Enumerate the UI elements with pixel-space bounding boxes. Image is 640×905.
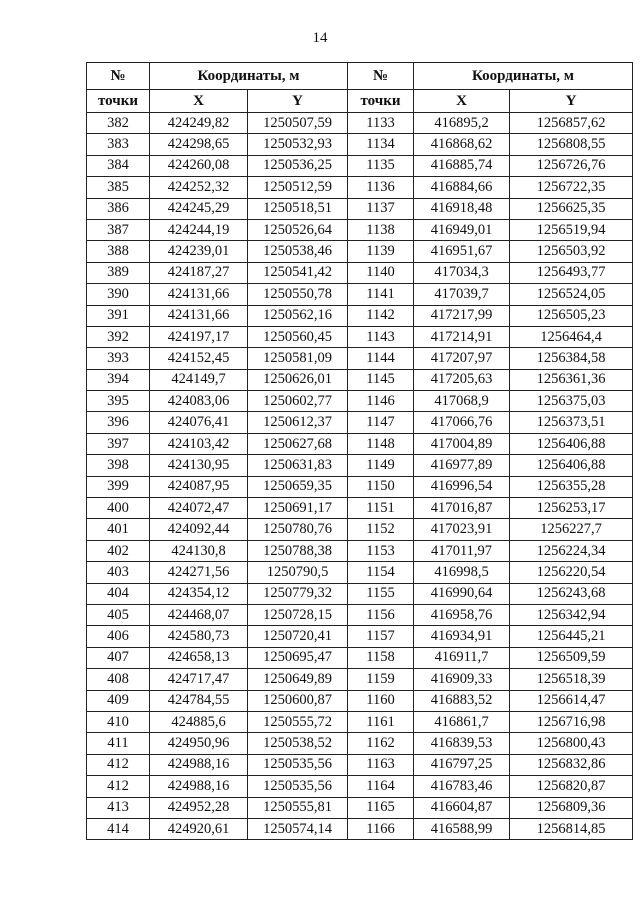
y-coordinate-right: 1256820,87: [510, 776, 633, 797]
point-number-left: 385: [87, 177, 150, 198]
point-number-right: 1146: [348, 391, 414, 412]
x-coordinate-left: 424249,82: [150, 113, 248, 134]
y-coordinate-left: 1250649,89: [248, 669, 348, 690]
point-number-right: 1156: [348, 604, 414, 625]
table-row: [87, 519, 633, 540]
table-row: [87, 583, 633, 604]
x-coordinate-left: 424130,8: [150, 540, 248, 561]
x-coordinate-left: 424087,95: [150, 476, 248, 497]
table-row: [87, 262, 633, 283]
y-coordinate-right: 1256722,35: [510, 177, 633, 198]
y-coordinate-right: 1256253,17: [510, 498, 633, 519]
x-coordinate-right: 416868,62: [414, 134, 510, 155]
point-number-right: 1159: [348, 669, 414, 690]
point-number-left: 403: [87, 562, 150, 583]
point-number-left: 410: [87, 711, 150, 732]
y-coordinate-left: 1250626,01: [248, 369, 348, 390]
table-row: [87, 177, 633, 198]
table-row: [87, 626, 633, 647]
point-number-right: 1140: [348, 262, 414, 283]
point-subheader-right: точки: [348, 90, 414, 113]
y-coordinate-right: 1256361,36: [510, 369, 633, 390]
y-coordinate-right: 1256224,34: [510, 540, 633, 561]
y-coordinate-left: 1250600,87: [248, 690, 348, 711]
y-coordinate-left: 1250562,16: [248, 305, 348, 326]
x-coordinate-left: 424468,07: [150, 604, 248, 625]
point-number-right: 1136: [348, 177, 414, 198]
table-row: [87, 241, 633, 262]
y-coordinate-left: 1250560,45: [248, 326, 348, 347]
point-number-right: 1147: [348, 412, 414, 433]
y-coordinate-right: 1256375,03: [510, 391, 633, 412]
table-row: [87, 198, 633, 219]
table-row: [87, 113, 633, 134]
table-row: [87, 604, 633, 625]
point-number-right: 1133: [348, 113, 414, 134]
y-coordinate-right: 1256814,85: [510, 818, 633, 839]
y-coordinate-right: 1256832,86: [510, 754, 633, 775]
table-row: [87, 326, 633, 347]
point-number-left: 390: [87, 284, 150, 305]
point-number-right: 1141: [348, 284, 414, 305]
point-number-left: 408: [87, 669, 150, 690]
x-coordinate-right: 416996,54: [414, 476, 510, 497]
y-coordinate-right: 1256519,94: [510, 219, 633, 240]
y-coordinate-right: 1256445,21: [510, 626, 633, 647]
y-coordinate-right: 1256809,36: [510, 797, 633, 818]
x-coordinate-right: 416884,66: [414, 177, 510, 198]
x-coordinate-left: 424658,13: [150, 647, 248, 668]
x-coordinate-left: 424103,42: [150, 433, 248, 454]
y-coordinate-left: 1250659,35: [248, 476, 348, 497]
y-coordinate-left: 1250555,81: [248, 797, 348, 818]
point-number-right: 1149: [348, 455, 414, 476]
y-coordinate-left: 1250535,56: [248, 754, 348, 775]
table-row: [87, 647, 633, 668]
x-coordinate-right: 417205,63: [414, 369, 510, 390]
point-number-left: 401: [87, 519, 150, 540]
x-coordinate-right: 416588,99: [414, 818, 510, 839]
y-coordinate-right: 1256614,47: [510, 690, 633, 711]
point-number-left: 389: [87, 262, 150, 283]
point-number-right: 1163: [348, 754, 414, 775]
x-header-left: X: [150, 90, 248, 113]
table-row: [87, 776, 633, 797]
x-coordinate-left: 424271,56: [150, 562, 248, 583]
x-coordinate-right: 416958,76: [414, 604, 510, 625]
x-coordinate-left: 424252,32: [150, 177, 248, 198]
coordinates-header-left: Координаты, м: [150, 63, 348, 90]
x-coordinate-right: 417068,9: [414, 391, 510, 412]
y-coordinate-right: 1256800,43: [510, 733, 633, 754]
x-coordinate-right: 417066,76: [414, 412, 510, 433]
x-coordinate-left: 424083,06: [150, 391, 248, 412]
x-coordinate-right: 417039,7: [414, 284, 510, 305]
y-coordinate-left: 1250555,72: [248, 711, 348, 732]
y-coordinate-left: 1250538,46: [248, 241, 348, 262]
x-coordinate-left: 424580,73: [150, 626, 248, 647]
x-coordinate-left: 424885,6: [150, 711, 248, 732]
table-row: [87, 155, 633, 176]
x-coordinate-left: 424131,66: [150, 284, 248, 305]
x-coordinate-right: 416797,25: [414, 754, 510, 775]
point-number-left: 407: [87, 647, 150, 668]
point-number-left: 396: [87, 412, 150, 433]
y-coordinate-left: 1250541,42: [248, 262, 348, 283]
point-number-right: 1137: [348, 198, 414, 219]
x-coordinate-left: 424239,01: [150, 241, 248, 262]
y-coordinate-right: 1256716,98: [510, 711, 633, 732]
x-coordinate-right: 416977,89: [414, 455, 510, 476]
y-coordinate-right: 1256243,68: [510, 583, 633, 604]
point-number-right: 1139: [348, 241, 414, 262]
x-coordinate-right: 416839,53: [414, 733, 510, 754]
point-number-left: 400: [87, 498, 150, 519]
y-coordinate-right: 1256227,7: [510, 519, 633, 540]
y-coordinate-right: 1256808,55: [510, 134, 633, 155]
point-number-left: 398: [87, 455, 150, 476]
y-coordinate-left: 1250602,77: [248, 391, 348, 412]
y-coordinate-left: 1250507,59: [248, 113, 348, 134]
point-number-left: 392: [87, 326, 150, 347]
point-number-left: 397: [87, 433, 150, 454]
x-coordinate-right: 416934,91: [414, 626, 510, 647]
point-number-left: 384: [87, 155, 150, 176]
point-number-left: 406: [87, 626, 150, 647]
table-row: [87, 669, 633, 690]
table-row: [87, 498, 633, 519]
point-number-right: 1148: [348, 433, 414, 454]
x-coordinate-left: 424260,08: [150, 155, 248, 176]
y-coordinate-left: 1250535,56: [248, 776, 348, 797]
point-number-left: 387: [87, 219, 150, 240]
y-coordinate-left: 1250532,93: [248, 134, 348, 155]
point-number-right: 1160: [348, 690, 414, 711]
point-number-left: 413: [87, 797, 150, 818]
y-header-right: Y: [510, 90, 633, 113]
x-coordinate-left: 424076,41: [150, 412, 248, 433]
x-coordinate-right: 417016,87: [414, 498, 510, 519]
x-coordinate-left: 424988,16: [150, 754, 248, 775]
x-coordinate-left: 424784,55: [150, 690, 248, 711]
x-coordinate-right: 416949,01: [414, 219, 510, 240]
x-coordinate-left: 424244,19: [150, 219, 248, 240]
y-coordinate-right: 1256342,94: [510, 604, 633, 625]
table-row: [87, 369, 633, 390]
table-row: [87, 348, 633, 369]
point-number-left: 402: [87, 540, 150, 561]
table-row: [87, 818, 633, 839]
x-coordinate-right: 416909,33: [414, 669, 510, 690]
x-coordinate-left: 424920,61: [150, 818, 248, 839]
y-coordinate-right: 1256524,05: [510, 284, 633, 305]
point-number-right: 1165: [348, 797, 414, 818]
point-number-left: 391: [87, 305, 150, 326]
x-coordinate-left: 424717,47: [150, 669, 248, 690]
x-coordinate-right: 416895,2: [414, 113, 510, 134]
y-header-left: Y: [248, 90, 348, 113]
table-row: [87, 284, 633, 305]
point-number-left: 411: [87, 733, 150, 754]
table-row: [87, 455, 633, 476]
x-coordinate-right: 417217,99: [414, 305, 510, 326]
point-number-right: 1153: [348, 540, 414, 561]
table-row: [87, 754, 633, 775]
y-coordinate-left: 1250574,14: [248, 818, 348, 839]
table-row: [87, 219, 633, 240]
point-number-left: 388: [87, 241, 150, 262]
x-coordinate-right: 416918,48: [414, 198, 510, 219]
x-coordinate-left: 424197,17: [150, 326, 248, 347]
x-coordinate-right: 416604,87: [414, 797, 510, 818]
x-coordinate-right: 416861,7: [414, 711, 510, 732]
y-coordinate-left: 1250536,25: [248, 155, 348, 176]
x-coordinate-right: 417207,97: [414, 348, 510, 369]
x-coordinate-right: 417004,89: [414, 433, 510, 454]
point-number-left: 412: [87, 754, 150, 775]
x-coordinate-left: 424130,95: [150, 455, 248, 476]
x-coordinate-left: 424131,66: [150, 305, 248, 326]
y-coordinate-left: 1250581,09: [248, 348, 348, 369]
y-coordinate-right: 1256406,88: [510, 455, 633, 476]
y-coordinate-right: 1256625,35: [510, 198, 633, 219]
y-coordinate-left: 1250526,64: [248, 219, 348, 240]
coordinates-table: [86, 62, 633, 840]
x-coordinate-right: 416990,64: [414, 583, 510, 604]
point-number-left: 386: [87, 198, 150, 219]
x-coordinate-left: 424245,29: [150, 198, 248, 219]
x-coordinate-left: 424092,44: [150, 519, 248, 540]
x-coordinate-right: 417034,3: [414, 262, 510, 283]
point-number-left: 409: [87, 690, 150, 711]
table-row: [87, 562, 633, 583]
point-number-right: 1166: [348, 818, 414, 839]
point-number-left: 412: [87, 776, 150, 797]
point-number-right: 1154: [348, 562, 414, 583]
y-coordinate-left: 1250538,52: [248, 733, 348, 754]
point-number-right: 1144: [348, 348, 414, 369]
y-coordinate-left: 1250728,15: [248, 604, 348, 625]
point-number-right: 1161: [348, 711, 414, 732]
x-coordinate-left: 424072,47: [150, 498, 248, 519]
point-number-left: 399: [87, 476, 150, 497]
table-row: [87, 797, 633, 818]
x-coordinate-right: 417214,91: [414, 326, 510, 347]
point-number-right: 1138: [348, 219, 414, 240]
point-number-right: 1142: [348, 305, 414, 326]
table-row: [87, 134, 633, 155]
y-coordinate-right: 1256726,76: [510, 155, 633, 176]
x-coordinate-right: 416911,7: [414, 647, 510, 668]
point-number-header-left: №: [87, 63, 150, 90]
y-coordinate-right: 1256857,62: [510, 113, 633, 134]
point-number-right: 1151: [348, 498, 414, 519]
point-number-right: 1162: [348, 733, 414, 754]
coordinates-header-right: Координаты, м: [414, 63, 633, 90]
point-number-right: 1145: [348, 369, 414, 390]
y-coordinate-right: 1256220,54: [510, 562, 633, 583]
y-coordinate-left: 1250512,59: [248, 177, 348, 198]
x-header-right: X: [414, 90, 510, 113]
table-body: [87, 113, 633, 840]
table-row: [87, 412, 633, 433]
x-coordinate-right: 416885,74: [414, 155, 510, 176]
x-coordinate-left: 424187,27: [150, 262, 248, 283]
page-number: 14: [312, 30, 328, 46]
table-row: [87, 476, 633, 497]
point-number-header-right: №: [348, 63, 414, 90]
point-number-left: 404: [87, 583, 150, 604]
y-coordinate-right: 1256493,77: [510, 262, 633, 283]
point-number-right: 1135: [348, 155, 414, 176]
point-number-left: 383: [87, 134, 150, 155]
table-row: [87, 733, 633, 754]
y-coordinate-right: 1256518,39: [510, 669, 633, 690]
x-coordinate-right: 416883,52: [414, 690, 510, 711]
x-coordinate-right: 417011,97: [414, 540, 510, 561]
y-coordinate-right: 1256373,51: [510, 412, 633, 433]
y-coordinate-left: 1250612,37: [248, 412, 348, 433]
x-coordinate-left: 424988,16: [150, 776, 248, 797]
point-number-left: 395: [87, 391, 150, 412]
point-number-right: 1158: [348, 647, 414, 668]
y-coordinate-left: 1250790,5: [248, 562, 348, 583]
x-coordinate-left: 424298,65: [150, 134, 248, 155]
y-coordinate-left: 1250691,17: [248, 498, 348, 519]
x-coordinate-left: 424950,96: [150, 733, 248, 754]
x-coordinate-left: 424354,12: [150, 583, 248, 604]
table-row: [87, 391, 633, 412]
x-coordinate-left: 424152,45: [150, 348, 248, 369]
y-coordinate-right: 1256464,4: [510, 326, 633, 347]
point-number-right: 1157: [348, 626, 414, 647]
point-number-right: 1155: [348, 583, 414, 604]
point-subheader-left: точки: [87, 90, 150, 113]
x-coordinate-right: 416783,46: [414, 776, 510, 797]
x-coordinate-left: 424149,7: [150, 369, 248, 390]
y-coordinate-left: 1250518,51: [248, 198, 348, 219]
y-coordinate-left: 1250788,38: [248, 540, 348, 561]
y-coordinate-right: 1256384,58: [510, 348, 633, 369]
x-coordinate-left: 424952,28: [150, 797, 248, 818]
y-coordinate-left: 1250627,68: [248, 433, 348, 454]
y-coordinate-right: 1256505,23: [510, 305, 633, 326]
point-number-right: 1134: [348, 134, 414, 155]
point-number-left: 394: [87, 369, 150, 390]
x-coordinate-right: 417023,91: [414, 519, 510, 540]
point-number-left: 414: [87, 818, 150, 839]
y-coordinate-left: 1250720,41: [248, 626, 348, 647]
y-coordinate-right: 1256509,59: [510, 647, 633, 668]
table-row: [87, 711, 633, 732]
y-coordinate-right: 1256406,88: [510, 433, 633, 454]
y-coordinate-left: 1250779,32: [248, 583, 348, 604]
x-coordinate-right: 416951,67: [414, 241, 510, 262]
y-coordinate-right: 1256355,28: [510, 476, 633, 497]
y-coordinate-right: 1256503,92: [510, 241, 633, 262]
point-number-left: 393: [87, 348, 150, 369]
y-coordinate-left: 1250695,47: [248, 647, 348, 668]
point-number-left: 405: [87, 604, 150, 625]
y-coordinate-left: 1250780,76: [248, 519, 348, 540]
table-row: [87, 305, 633, 326]
table-row: [87, 540, 633, 561]
table-row: [87, 433, 633, 454]
point-number-right: 1164: [348, 776, 414, 797]
point-number-right: 1150: [348, 476, 414, 497]
y-coordinate-left: 1250631,83: [248, 455, 348, 476]
point-number-left: 382: [87, 113, 150, 134]
table-row: [87, 690, 633, 711]
x-coordinate-right: 416998,5: [414, 562, 510, 583]
y-coordinate-left: 1250550,78: [248, 284, 348, 305]
point-number-right: 1152: [348, 519, 414, 540]
point-number-right: 1143: [348, 326, 414, 347]
